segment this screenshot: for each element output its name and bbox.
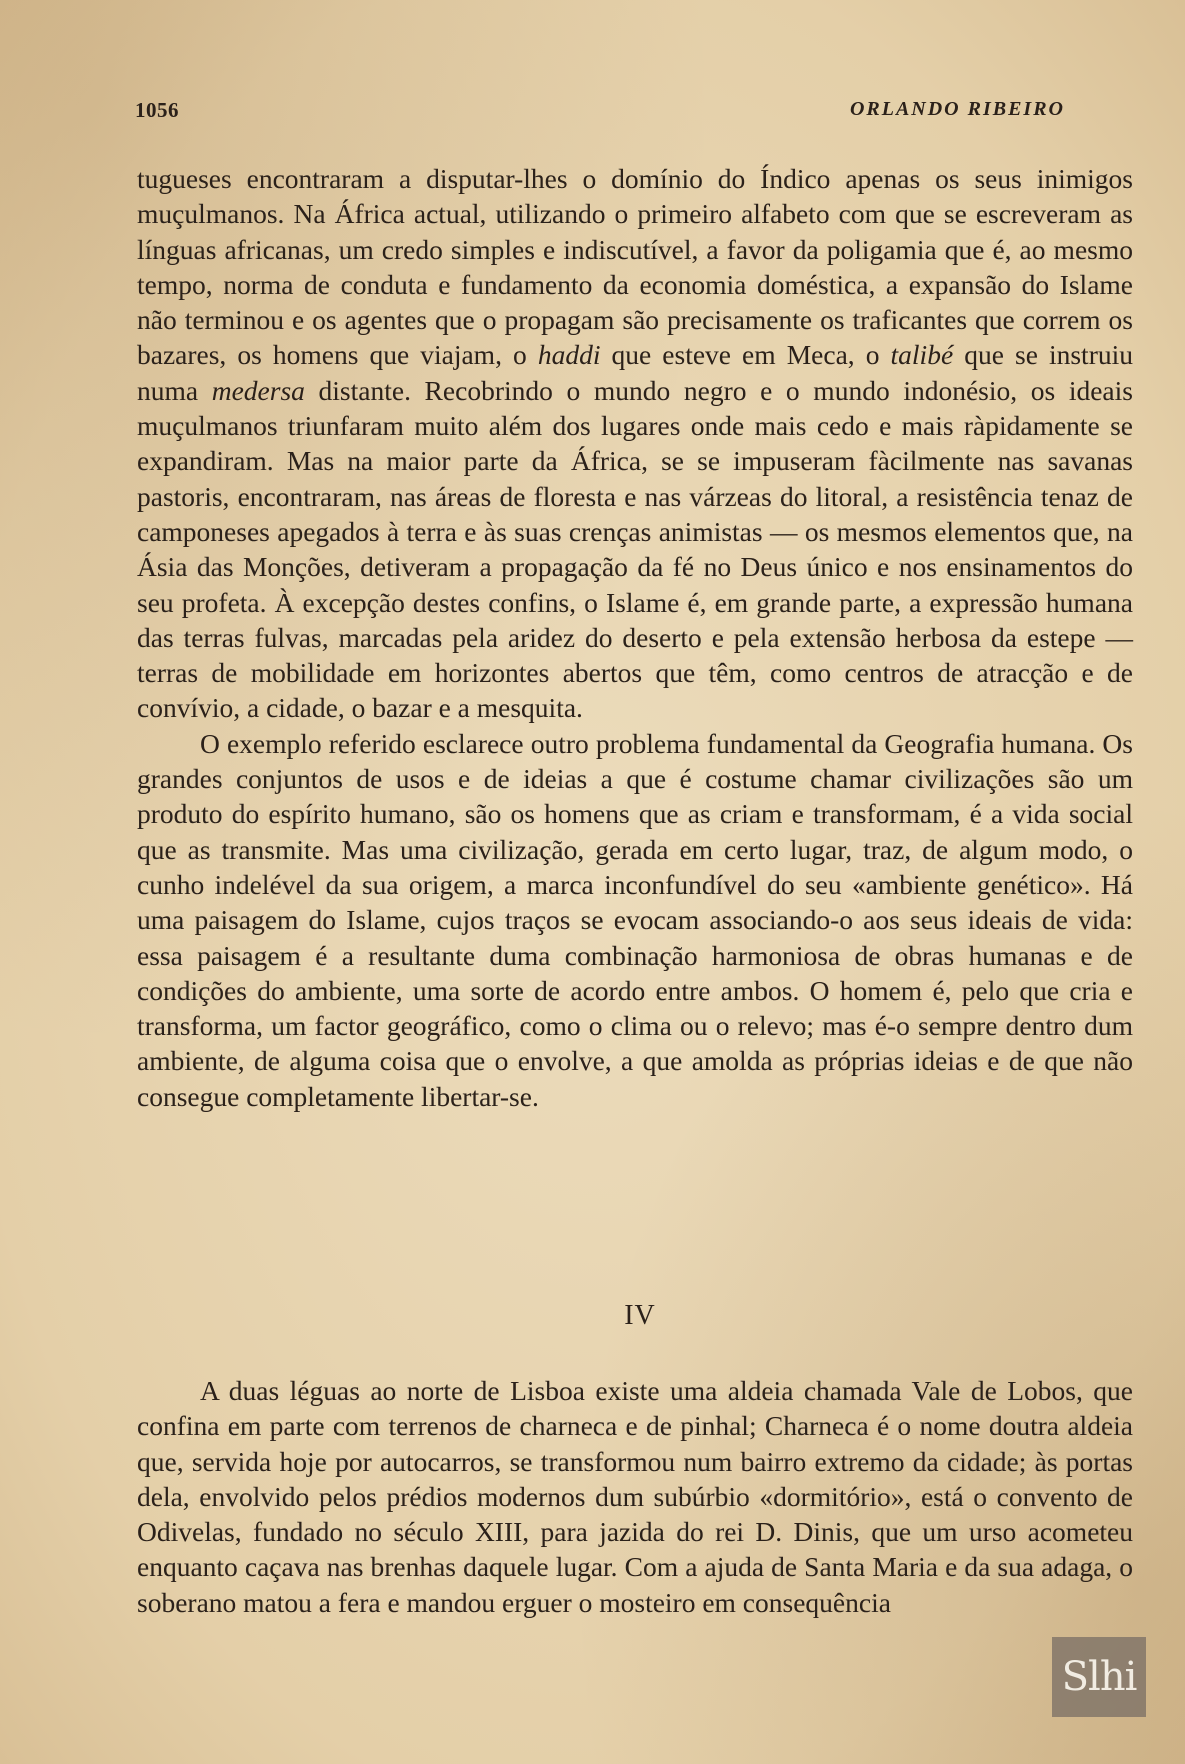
page-number: 1056 xyxy=(135,98,179,122)
running-head xyxy=(135,98,1125,128)
text-block-upper xyxy=(137,161,1133,1114)
term-medersa: medersa xyxy=(211,374,305,406)
paragraph-1 xyxy=(137,161,1133,726)
text-block-lower xyxy=(137,1373,1133,1620)
term-haddi: haddi xyxy=(537,339,601,371)
paragraph-1-text-b: que esteve em Meca, o xyxy=(600,339,891,371)
running-head-author: ORLANDO RIBEIRO xyxy=(849,98,1065,120)
paragraph-2: O exemplo referido esclarece outro problema fundamental da Geografia humana. Os grandes conjuntos de usos e de ideias a que é costume chamar civilizações são um produto do espírito humano, são os homens que as criam e transformam, é a vida social que as transmite. Mas uma civilização, gerada em certo lugar, traz, de algum modo, o cunho indelével da sua origem, a marca inconfundível do seu «ambiente genético». Há uma paisagem do Islame, cujos traços se evocam associando-o aos seus ideais de vida: essa paisagem é a resultante duma combinação harmoniosa de obras humanas e de condições do ambiente, uma sorte de acordo entre ambos. O homem é, pelo que cria e transforma, um factor geográfico, como o clima ou o relevo; mas é-o sempre dentro dum ambiente, de alguma coisa que o envolve, a que amolda as próprias ideias e de que não consegue completamente libertar-se. xyxy=(137,727,1133,1112)
paragraph-1-text-a: tugueses encontraram a disputar-lhes o domínio do Índico apenas os seus inimigos muçulmanos. Na África actual, utilizando o primeiro alfabeto com que se escreveram as línguas africanas, um credo simples e indiscutível, a favor da poligamia que é, ao mesmo tempo, norma de conduta e fundamento da economia doméstica, a expansão do Islame não terminou e os agentes que o propagam são precisamente os traficantes que correm os bazares, os homens que viajam, o xyxy=(137,163,1133,371)
paragraph-1-text-c: que se instruiu numa xyxy=(137,339,1133,406)
section-heading: IV xyxy=(624,1300,656,1331)
term-talibe: talibé xyxy=(890,339,954,371)
watermark-logo: Slhi xyxy=(1052,1637,1146,1717)
paragraph-1-text-d: distante. Recobrindo o mundo negro e o mundo indonésio, os ideais muçulmanos triunfaram muito além dos lugares onde mais cedo e mais ràpidamente se expandiram. Mas na maior parte da África, se se impuseram fàcilmente nas savanas pastoris, encontraram, nas áreas de floresta e nas várzeas do litoral, a resistência tenaz de camponeses apegados à terra e às suas crenças animistas — os mesmos elementos que, na Ásia das Monções, detiveram a propagação da fé no Deus único e nos ensinamentos do seu profeta. À excepção destes confins, o Islame é, em grande parte, a expressão humana das terras fulvas, marcadas pela aridez do deserto e pela extensão herbosa da estepe — terras de mobilidade em horizontes abertos que têm, como centros de atracção e de convívio, a cidade, o bazar e a mesquita. xyxy=(137,374,1133,724)
paragraph-3: A duas léguas ao norte de Lisboa existe uma aldeia chamada Vale de Lobos, que confina em parte com terrenos de charneca e de pinhal; Charneca é o nome doutra aldeia que, servida hoje por autocarros, se transformou num bairro extremo da cidade; às portas dela, envolvido pelos prédios modernos dum subúrbio «dormitório», está o convento de Odivelas, fundado no século XIII, para jazida do rei D. Dinis, que um urso acometeu enquanto caçava nas brenhas daquele lugar. Com a ajuda de Santa Maria e da sua adaga, o soberano matou a fera e mandou erguer o mosteiro em consequência xyxy=(137,1375,1133,1618)
